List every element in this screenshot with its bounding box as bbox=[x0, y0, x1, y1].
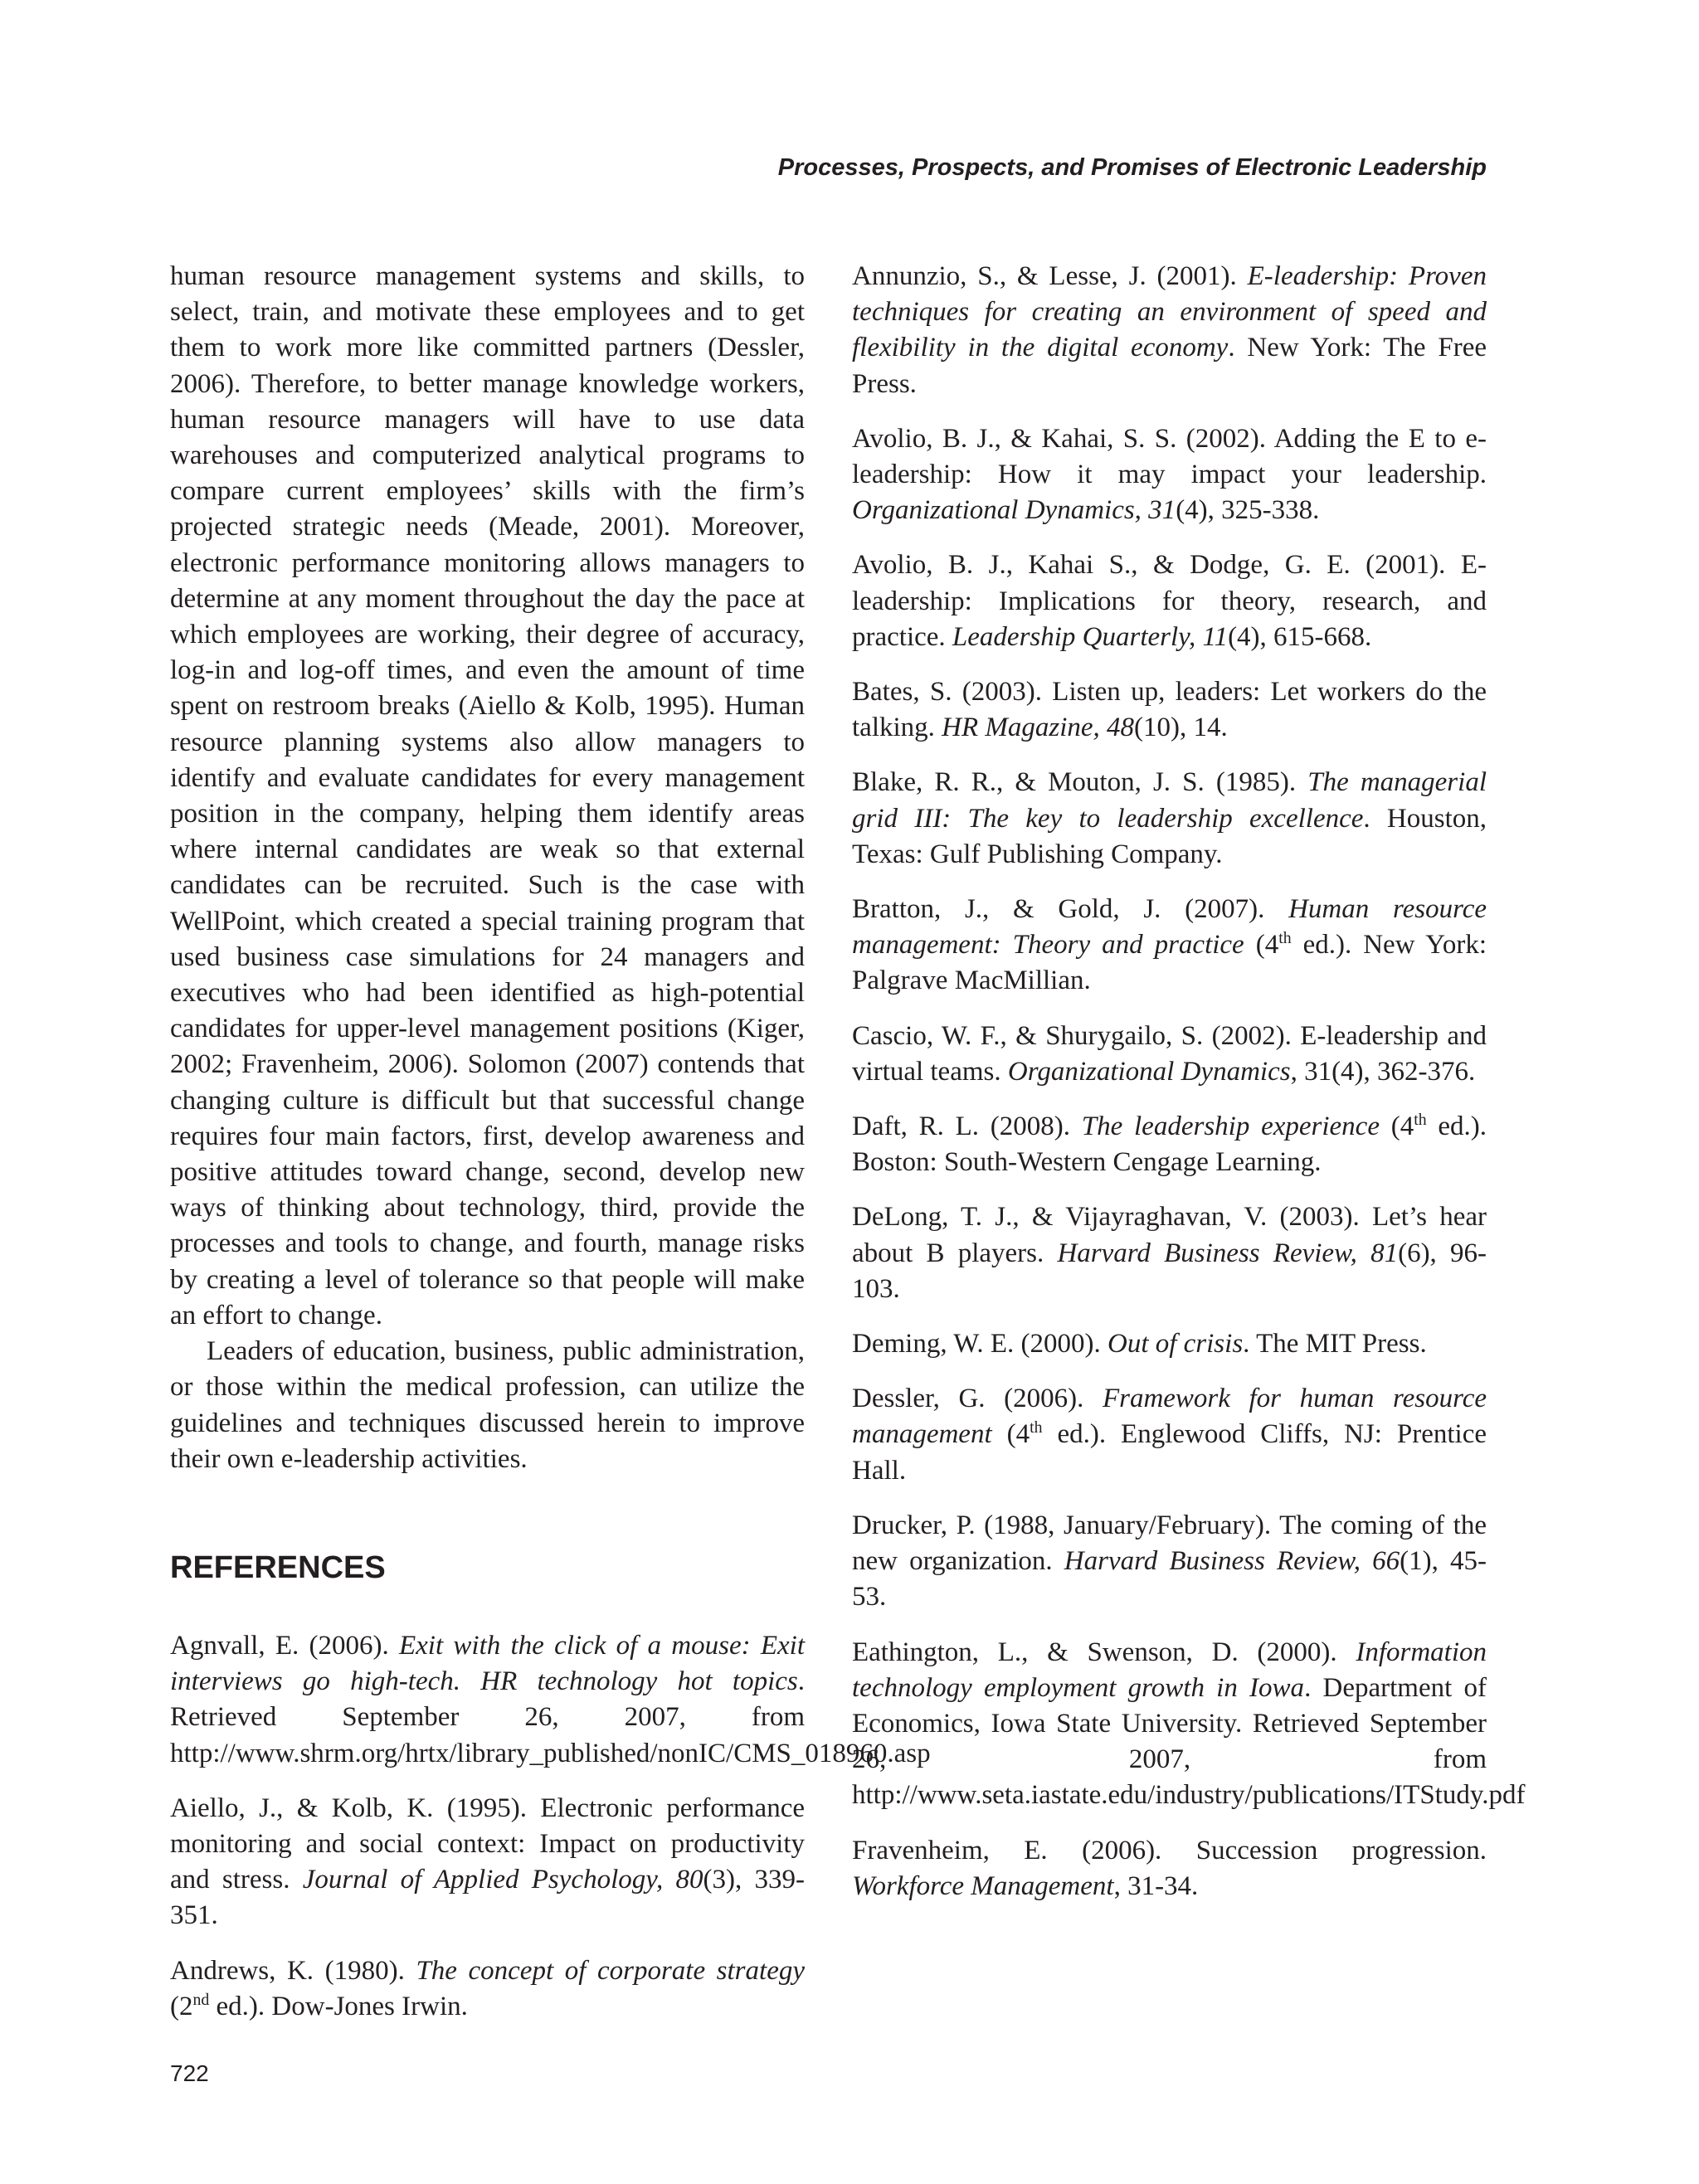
reference-text: (1), 45-53. bbox=[852, 1546, 1487, 1612]
body-text bbox=[170, 259, 805, 1477]
reference-text: (4 bbox=[1244, 930, 1279, 961]
reference-text: Agnvall, E. (2006). bbox=[170, 1630, 399, 1661]
reference-title: Harvard Business Review, 81 bbox=[1057, 1238, 1399, 1268]
reference-entry bbox=[852, 765, 1487, 873]
reference-title: The managerial grid III: The key to leadership excellence bbox=[852, 767, 1487, 834]
reference-entry bbox=[852, 547, 1487, 655]
reference-text: (4), 325-338. bbox=[1176, 495, 1320, 526]
reference-title: Organizational Dynamics bbox=[1007, 1056, 1291, 1087]
reference-list-right bbox=[852, 259, 1526, 1904]
reference-text: . Retrieved September 26, 2007, from http://www.shrm.org/hrtx/library_published/nonIC/CMS_018960.asp bbox=[170, 1666, 931, 1768]
reference-text: Avolio, B. J., & Kahai, S. S. (2002). Adding the E to e-leadership: How it may impact your leadership. bbox=[852, 423, 1487, 490]
reference-text: Avolio, B. J., Kahai S., & Dodge, G. E. (2001). E-leadership: Implications for theory, research, and practice. bbox=[852, 550, 1487, 652]
reference-title: Out of crisis bbox=[1107, 1329, 1244, 1360]
reference-text: (4 bbox=[1379, 1111, 1414, 1142]
reference-text: ed.). New York: Palgrave MacMillian. bbox=[852, 930, 1487, 996]
reference-entry bbox=[852, 421, 1487, 529]
reference-title: Leadership Quarterly, 11 bbox=[952, 621, 1229, 652]
reference-title: Information technology employment growth in Iowa bbox=[852, 1637, 1487, 1703]
reference-title: Harvard Business Review, 66 bbox=[1064, 1546, 1400, 1577]
reference-text: Andrews, K. (1980). bbox=[170, 1955, 416, 1986]
reference-title: Workforce Management bbox=[852, 1870, 1114, 1901]
reference-text: Daft, R. L. (2008). bbox=[852, 1111, 1082, 1142]
reference-entry bbox=[170, 1791, 805, 1934]
reference-entry bbox=[852, 674, 1487, 746]
reference-text: (4), 615-668. bbox=[1228, 621, 1372, 652]
reference-text: , 31-34. bbox=[1113, 1870, 1199, 1901]
reference-text: th bbox=[1414, 1111, 1427, 1130]
reference-text: th bbox=[1030, 1418, 1043, 1437]
reference-text: . Department of Economics, Iowa State University. Retrieved September 26, 2007, from http://www.seta.iastate.edu/industry/publications/ITStudy.pdf bbox=[852, 1672, 1526, 1811]
reference-entry bbox=[852, 1199, 1487, 1307]
running-header: Processes, Prospects, and Promises of Electronic Leadership bbox=[777, 154, 1487, 181]
reference-entry bbox=[852, 1635, 1526, 1814]
reference-text: ed.). Englewood Cliffs, NJ: Prentice Hall. bbox=[852, 1419, 1487, 1486]
reference-entry bbox=[170, 1953, 805, 2025]
reference-title: The leadership experience bbox=[1081, 1111, 1380, 1142]
reference-text: (3), 339-351. bbox=[170, 1865, 805, 1931]
reference-text: Deming, W. E. (2000). bbox=[852, 1329, 1108, 1360]
reference-text: . Houston, Texas: Gulf Publishing Company. bbox=[852, 803, 1487, 869]
reference-title: Exit with the click of a mouse: Exit interviews go high-tech. HR technology hot topics bbox=[170, 1630, 806, 1697]
reference-title: Organizational Dynamics, 31 bbox=[852, 495, 1176, 526]
reference-entry bbox=[852, 892, 1487, 1000]
reference-title: Human resource management: Theory and practice bbox=[852, 894, 1487, 961]
reference-entry bbox=[852, 1326, 1487, 1362]
reference-text: DeLong, T. J., & Vijayraghavan, V. (2003). Let’s hear about B players. bbox=[852, 1202, 1487, 1268]
reference-title: E-leadership: Proven techniques for creating an environment of speed and flexibility in the digital economy bbox=[852, 261, 1487, 363]
reference-text: . New York: The Free Press. bbox=[852, 333, 1487, 399]
reference-text: Drucker, P. (1988, January/February). The coming of the new organization. bbox=[852, 1510, 1487, 1577]
reference-entry bbox=[852, 1381, 1487, 1489]
reference-text: nd bbox=[192, 1990, 210, 2009]
reference-title: HR Magazine, 48 bbox=[942, 713, 1135, 743]
reference-entry bbox=[852, 1019, 1487, 1090]
reference-text: Aiello, J., & Kolb, K. (1995). Electronic performance monitoring and social context: Impact on productivity and stress. bbox=[170, 1792, 805, 1895]
reference-entry bbox=[852, 1109, 1487, 1180]
reference-text: (2 bbox=[170, 1991, 193, 2021]
reference-entry bbox=[170, 1628, 931, 1772]
reference-text: Bratton, J., & Gold, J. (2007). bbox=[852, 894, 1289, 925]
left-column bbox=[170, 259, 931, 2044]
reference-text: , 31(4), 362-376. bbox=[1290, 1056, 1476, 1087]
reference-text: Annunzio, S., & Lesse, J. (2001). bbox=[852, 261, 1248, 291]
reference-text: Blake, R. R., & Mouton, J. S. (1985). bbox=[852, 767, 1308, 798]
page-number: 722 bbox=[170, 2060, 209, 2086]
reference-title: The concept of corporate strategy bbox=[416, 1955, 805, 1986]
reference-entry bbox=[852, 1508, 1487, 1616]
reference-title: Framework for human resource management bbox=[852, 1384, 1487, 1450]
reference-text: (4 bbox=[991, 1419, 1030, 1450]
reference-text: Eathington, L., & Swenson, D. (2000). bbox=[852, 1637, 1356, 1667]
reference-list-left bbox=[170, 1628, 931, 2025]
reference-text: Bates, S. (2003). Listen up, leaders: Let workers do the talking. bbox=[852, 677, 1487, 743]
references-heading: REFERENCES bbox=[170, 1549, 386, 1585]
reference-text: (6), 96-103. bbox=[852, 1238, 1487, 1304]
reference-text: Cascio, W. F., & Shurygailo, S. (2002). E-leadership and virtual teams. bbox=[852, 1020, 1487, 1087]
reference-entry bbox=[852, 259, 1487, 402]
reference-text: Dessler, G. (2006). bbox=[852, 1384, 1103, 1414]
reference-text: th bbox=[1278, 929, 1292, 948]
reference-text: Fravenheim, E. (2006). Succession progression. bbox=[852, 1835, 1487, 1865]
body-paragraph: Leaders of education, business, public administration, or those within the medical profession, can utilize the guidelines and techniques discussed herein to improve their own e-leadership activities. bbox=[170, 1336, 805, 1474]
reference-text: ed.). Boston: South-Western Cengage Learning. bbox=[852, 1111, 1487, 1178]
reference-entry bbox=[852, 1833, 1487, 1904]
reference-text: (10), 14. bbox=[1134, 713, 1228, 743]
reference-text: . The MIT Press. bbox=[1243, 1329, 1427, 1360]
body-paragraph: human resource management systems and skills, to select, train, and motivate these employees and to get them to work more like committed partners (Dessler, 2006). Therefore, to better manage knowledge workers, human resource managers will have to use data warehouses and computerized analytical programs to compare current employees’ skills with the firm’s projected strategic needs (Meade, 2001). Moreover, electronic performance monitoring allows managers to determine at any moment throughout the day the pace at which employees are working, their degree of accuracy, log-in and log-off times, and even the amount of time spent on restroom breaks (Aiello & Kolb, 1995). Human resource planning systems also allow managers to identify and evaluate candidates for every management position in the company, helping them identify areas where internal candidates are weak so that external candidates can be recruited. Such is the case with WellPoint, which created a special training program that used business case simulations for 24 managers and executives who had been identified as high-potential candidates for upper-level management positions (Kiger, 2002; Fravenheim, 2006). Solomon (2007) contends that changing culture is difficult but that successful change requires four main factors, first, develop awareness and positive attitudes toward change, second, develop new ways of thinking about technology, third, provide the processes and tools to change, and fourth, manage risks by creating a level of tolerance so that people will make an effort to change. bbox=[170, 261, 805, 1330]
reference-title: Journal of Applied Psychology, 80 bbox=[302, 1865, 703, 1895]
reference-text: ed.). Dow-Jones Irwin. bbox=[209, 1991, 468, 2021]
right-column bbox=[852, 259, 1526, 1924]
